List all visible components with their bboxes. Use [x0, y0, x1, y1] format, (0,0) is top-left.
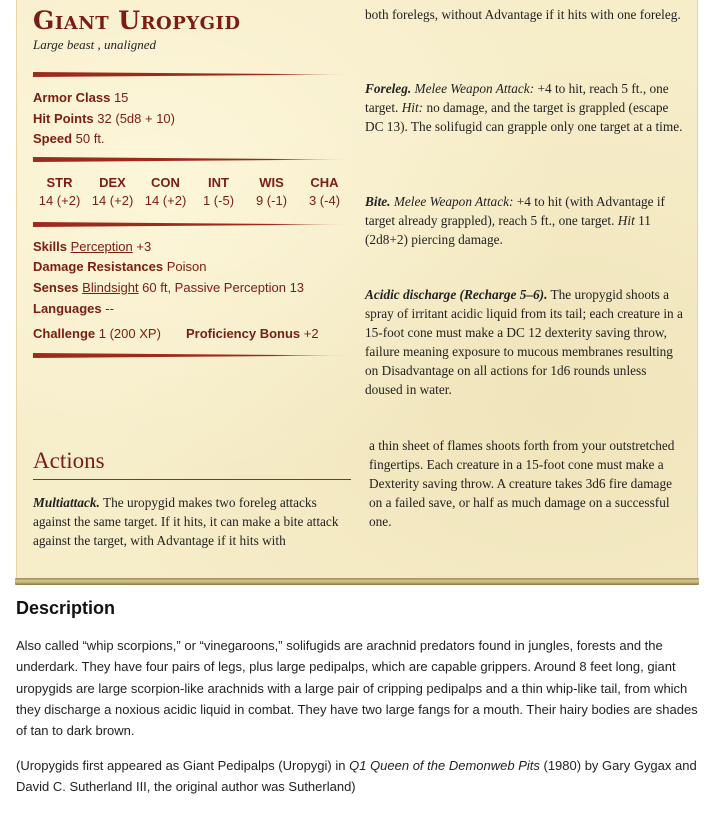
armor-class-line	[33, 90, 128, 105]
senses-value: 60 ft, Passive Perception 13	[138, 280, 305, 295]
bite-action	[365, 192, 683, 249]
ability-score: 1 (-5)	[202, 193, 235, 208]
challenge-value: 1 (200 XP)	[98, 326, 161, 341]
blindsight-link[interactable]: Blindsight	[82, 280, 139, 295]
senses-line	[33, 280, 304, 295]
flames-text: a thin sheet of flames shoots forth from your outstretched fingertips. Each creature in a 15-foot cone must make a Dexterity saving throw. A creature takes 3d6 fire damage on a failed save, or half as much damage on a successful one.	[369, 438, 675, 529]
senses-label: Senses	[33, 280, 79, 295]
speed-value: 50 ft.	[75, 131, 105, 146]
resistances-label: Damage Resistances	[33, 259, 164, 274]
foreleg-text: +4 to hit, reach 5 ft., one target.	[365, 81, 669, 115]
description-heading: Description	[16, 598, 116, 618]
ability-score: 14 (+2)	[38, 193, 81, 208]
multiattack-continued: both forelegs, without Advantage if it hits with one foreleg.	[365, 7, 681, 22]
tapered-rule	[33, 222, 351, 227]
proficiency-line	[186, 326, 319, 341]
hit-points-line	[33, 111, 175, 126]
speed-label: Speed	[33, 131, 73, 146]
actions-divider	[33, 479, 351, 480]
tapered-rule	[33, 157, 351, 162]
ability-name: INT	[208, 175, 229, 190]
perception-link[interactable]: Perception	[70, 239, 133, 254]
bite-attack-type: Melee Weapon Attack:	[393, 194, 514, 209]
multiattack-text: The uropygid makes two foreleg attacks against the same target. If it hits, it can make a bite attack against the target, with Advantage if it hits with	[33, 495, 339, 548]
armor-class-value: 15	[113, 90, 129, 105]
proficiency-value: +2	[303, 326, 319, 341]
challenge-label: Challenge	[33, 326, 96, 341]
foreleg-action	[365, 79, 683, 136]
foreleg-effect: no damage, and the target is grappled (escape DC 13). The solifugid can grapple only one target at a time.	[365, 100, 683, 134]
skills-label: Skills	[33, 239, 67, 254]
bite-text: +4 to hit (with Advantage if target already grappled), reach 5 ft., one target.	[365, 194, 665, 228]
tapered-rule	[33, 72, 351, 77]
proficiency-label: Proficiency Bonus	[186, 326, 301, 341]
monster-name: Giant Uropygid	[33, 6, 241, 35]
challenge-line	[33, 326, 161, 341]
foreleg-attack-type: Melee Weapon Attack:	[414, 81, 535, 96]
ability-score: 14 (+2)	[144, 193, 187, 208]
multiattack-action	[33, 493, 351, 550]
ability-name: CHA	[310, 175, 339, 190]
monster-type: Large beast , unaligned	[33, 37, 157, 52]
multiattack-name: Multiattack.	[33, 495, 100, 510]
ability-name: DEX	[99, 175, 126, 190]
ability-score: 3 (-4)	[308, 193, 341, 208]
bite-name: Bite.	[365, 194, 391, 209]
bite-hit-label: Hit	[617, 213, 635, 228]
origin-module-title: Q1 Queen of the Demonweb Pits	[349, 758, 540, 773]
actions-heading: Actions	[33, 448, 105, 473]
foreleg-name: Foreleg.	[365, 81, 412, 96]
acidic-discharge-text: The uropygid shoots a spray of irritant acidic liquid from its tail; each creature in a 15-foot cone must make a DC 12 dexterity saving throw, failure meaning exposure to mucous membranes resulting on Disadvantage on all actions for 1d6 rounds unless doused in water.	[365, 287, 683, 397]
acidic-discharge-action	[365, 285, 683, 399]
ability-name: WIS	[259, 175, 284, 190]
hit-points-value: 32 (5d8 + 10)	[97, 111, 175, 126]
tapered-rule	[33, 353, 351, 358]
languages-label: Languages	[33, 301, 102, 316]
ability-int	[192, 175, 245, 208]
resistances-line	[33, 259, 206, 274]
ability-wis	[245, 175, 298, 208]
skills-value: +3	[132, 239, 152, 254]
description-origin	[16, 755, 698, 798]
resistances-value: Poison	[166, 259, 207, 274]
ability-name: STR	[46, 175, 73, 190]
armor-class-label: Armor Class	[33, 90, 111, 105]
origin-text-post: (1980) by Gary Gygax and David C. Sutherland III, the original author was Sutherland)	[16, 758, 697, 795]
ability-score: 9 (-1)	[255, 193, 288, 208]
stat-block	[16, 0, 698, 580]
foreleg-hit-label: Hit:	[401, 100, 424, 115]
languages-line	[33, 301, 114, 316]
acidic-discharge-name: Acidic discharge (Recharge 5–6).	[365, 287, 548, 302]
ability-name: CON	[151, 175, 180, 190]
ability-con	[139, 175, 192, 208]
speed-line	[33, 131, 105, 146]
stat-block-bottom-border	[15, 578, 699, 585]
bite-damage: 11 (2d8+2) piercing damage.	[365, 213, 651, 247]
ability-str	[33, 175, 86, 208]
languages-value: --	[105, 301, 114, 316]
ability-cha	[298, 175, 351, 208]
origin-text-pre: (Uropygids first appeared as Giant Pedipalps (Uropygi) in	[16, 758, 350, 773]
ability-dex	[86, 175, 139, 208]
skills-line	[33, 239, 151, 254]
description-paragraph: Also called “whip scorpions,” or “vinegaroons,” solifugids are arachnid predators found in jungles, forests and the underdark. They have four pairs of legs, plus large pedipalps, which are capable grippers. Around 8 feet long, giant uropygids are large scorpion-like arachnids with a large pair of cripping pedipalps and a thin whip-like tail, from which they discharge a noxious acidic liquid in combat. They have two large fangs for a mouth. Their hairy bodies are shades of tan to dark brown.	[16, 638, 698, 739]
hit-points-label: Hit Points	[33, 111, 94, 126]
ability-score: 14 (+2)	[91, 193, 134, 208]
